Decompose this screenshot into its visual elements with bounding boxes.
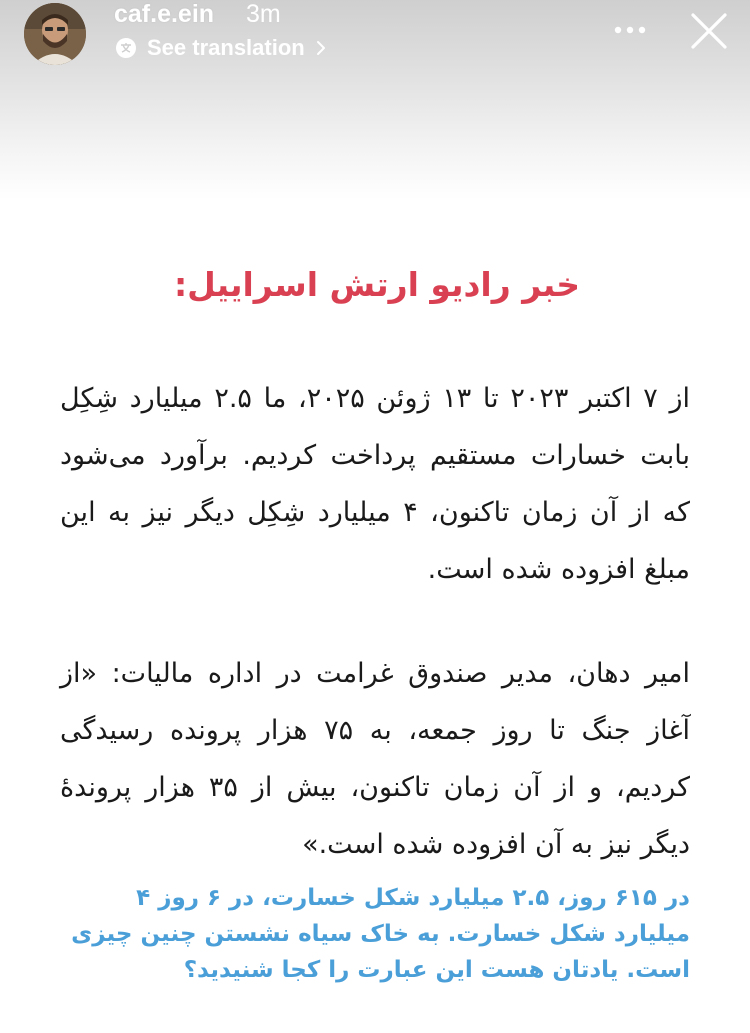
avatar-image [24, 3, 86, 65]
see-translation-label: See translation [147, 35, 305, 60]
story-paragraph-2: امیر دهان، مدیر صندوق غرامت در اداره مالیات: «از آغاز جنگ تا روز جمعه، به ۷۵ هزار پرونده رسیدگی کردیم، و از آن زمان تاکنون، بیش از ۳۵ هزار پروندهٔ دیگر نیز به آن افزوده شده است.» [60, 658, 691, 860]
username[interactable]: caf.e.ein [114, 0, 215, 28]
more-options-icon[interactable] [612, 24, 648, 36]
close-icon[interactable] [688, 10, 730, 52]
see-translation-button[interactable] [114, 34, 328, 62]
story-header [0, 0, 750, 80]
story-quote: در ۶۱۵ روز، ۲.۵ میلیارد شکل خسارت، در ۶ روز ۴ میلیارد شکل خسارت. به خاک سیاه نشستن چنین چیزی است. یادتان هست این عبارت را کجا شنیدید؟ [71, 885, 690, 983]
timestamp: 3m [246, 0, 281, 28]
story-headline: خبر رادیو ارتش اسراییل: [173, 265, 580, 304]
avatar[interactable] [24, 3, 86, 65]
chevron-right-icon [314, 39, 328, 57]
story-paragraph-1: از ۷ اکتبر ۲۰۲۳ تا ۱۳ ژوئن ۲۰۲۵، ما ۲.۵ میلیارد شِکِل بابت خسارات مستقیم پرداخت کردیم. برآورد می‌شود که از آن زمان تاکنون، ۴ میلیارد شِکِل دیگر نیز به این مبلغ افزوده شده است. [60, 383, 691, 585]
translate-icon [114, 36, 138, 60]
